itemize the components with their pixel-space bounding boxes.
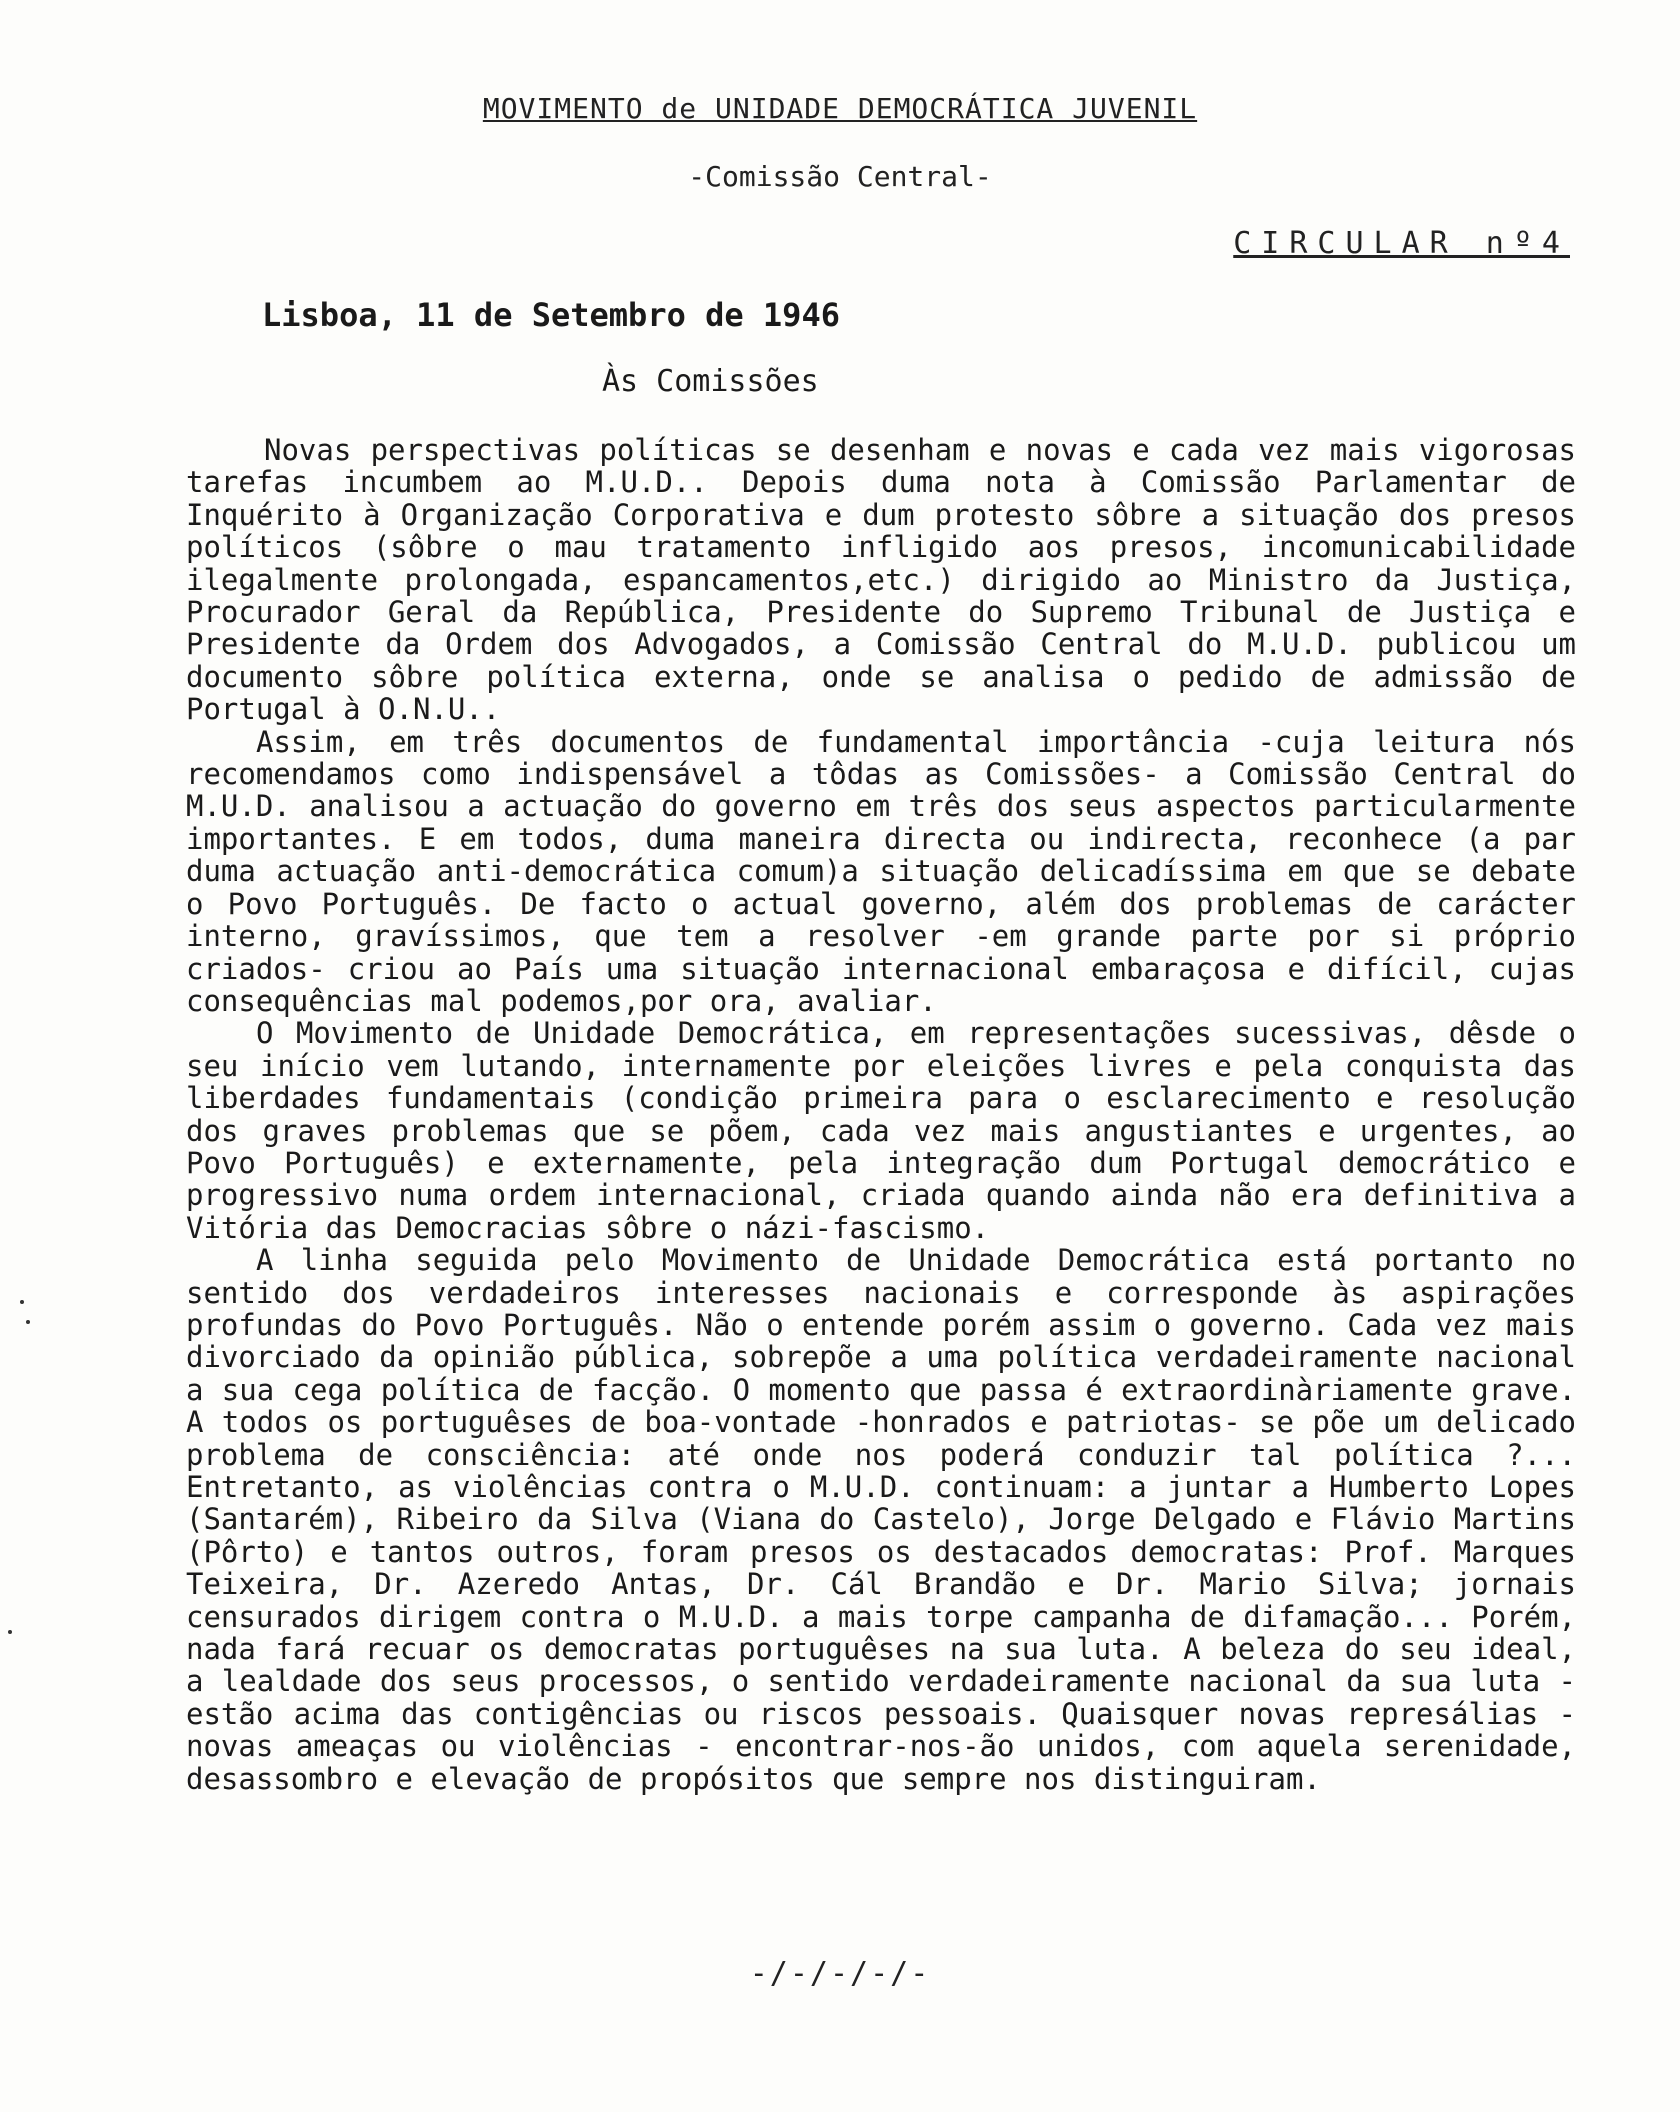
ink-speck bbox=[20, 1300, 24, 1304]
ink-speck bbox=[26, 1320, 30, 1324]
committee-subtitle: -Comissão Central- bbox=[688, 160, 992, 193]
organization-title: MOVIMENTO de UNIDADE DEMOCRÁTICA JUVENIL bbox=[482, 92, 1198, 125]
salutation: Às Comissões bbox=[602, 364, 819, 399]
closing-mark: -/-/-/-/- bbox=[749, 1956, 931, 1991]
paragraph-1: Novas perspectivas políticas se desenham e novas e cada vez mais vigorosas tarefas incumbem ao M.U.D.. Depois duma nota à Comissão Parlamentar de Inquérito à Organização Corporativa e dum protesto sôbre a situação dos presos políticos (sôbre o mau tratamento infligido aos presos, incomunicabilidade ilegalmente prolongada, espancamentos,etc.) dirigido ao Ministro da Justiça, Procurador Geral da República, Presidente do Supremo Tribunal de Justiça e Presidente da Ordem dos Advogados, a Comissão Central do M.U.D. publicou um documento sôbre política externa, onde se analisa o pedido de admissão de Portugal à O.N.U.. bbox=[186, 433, 1576, 727]
paragraph-3: O Movimento de Unidade Democrática, em representações sucessivas, dêsde o seu início vem lutando, internamente por eleições livres e pela conquista das liberdades fundamentais (condição primeira para o esclarecimento e resolução dos graves problemas que se põem, cada vez mais angustiantes e urgentes, ao Povo Português) e externamente, pela integração dum Portugal democrático e progressivo numa ordem internacional, criada quando ainda não era definitiva a Vitória das Democracias sôbre o názi-fascismo. bbox=[186, 1016, 1576, 1245]
dateline: Lisboa, 11 de Setembro de 1946 bbox=[262, 296, 840, 334]
circular-number: CIRCULAR nº4 bbox=[1233, 226, 1570, 261]
ink-speck bbox=[8, 1630, 12, 1634]
body-text bbox=[186, 434, 1576, 1795]
paragraph-2: Assim, em três documentos de fundamental importância -cuja leitura nós recomendamos como indispensável a tôdas as Comissões- a Comissão Central do M.U.D. analisou a actuação do governo em três dos seus aspectos particularmente importantes. E em todos, duma maneira directa ou indirecta, reconhece (a par duma actuação anti-democrática comum)a situação delicadíssima em que se debate o Povo Português. De facto o actual governo, além dos problemas de carácter interno, gravíssimos, que tem a resolver -em grande parte por si próprio criados- criou ao País uma situação internacional embaraçosa e difícil, cujas consequências mal podemos,por ora, avaliar. bbox=[186, 724, 1576, 1018]
paragraph-4: A linha seguida pelo Movimento de Unidade Democrática está portanto no sentido dos verdadeiros interesses nacionais e corresponde às aspirações profundas do Povo Português. Não o entende porém assim o governo. Cada vez mais divorciado da opinião pública, sobrepõe a uma política verdadeiramente nacional a sua cega política de facção. O momento que passa é extraordinàriamente grave. A todos os portuguêses de boa-vontade -honrados e patriotas- se põe um delicado problema de consciência: até onde nos poderá conduzir tal política ?... Entretanto, as violências contra o M.U.D. continuam: a juntar a Humberto Lopes (Santarém), Ribeiro da Silva (Viana do Castelo), Jorge Delgado e Flávio Martins (Pôrto) e tantos outros, foram presos os destacados democratas: Prof. Marques Teixeira, Dr. Azeredo Antas, Dr. Cál Brandão e Dr. Mario Silva; jornais censurados dirigem contra o M.U.D. a mais torpe campanha de difamação... Porém, nada fará recuar os democratas portuguêses na sua luta. A beleza do seu ideal, a lealdade dos seus processos, o sentido verdadeiramente nacional da sua luta - estão acima das contigências ou riscos pessoais. Quaisquer novas represálias - novas ameaças ou violências - encontrar-nos-ão unidos, com aquela serenidade, desassombro e elevação de propósitos que sempre nos distinguiram. bbox=[186, 1243, 1576, 1796]
